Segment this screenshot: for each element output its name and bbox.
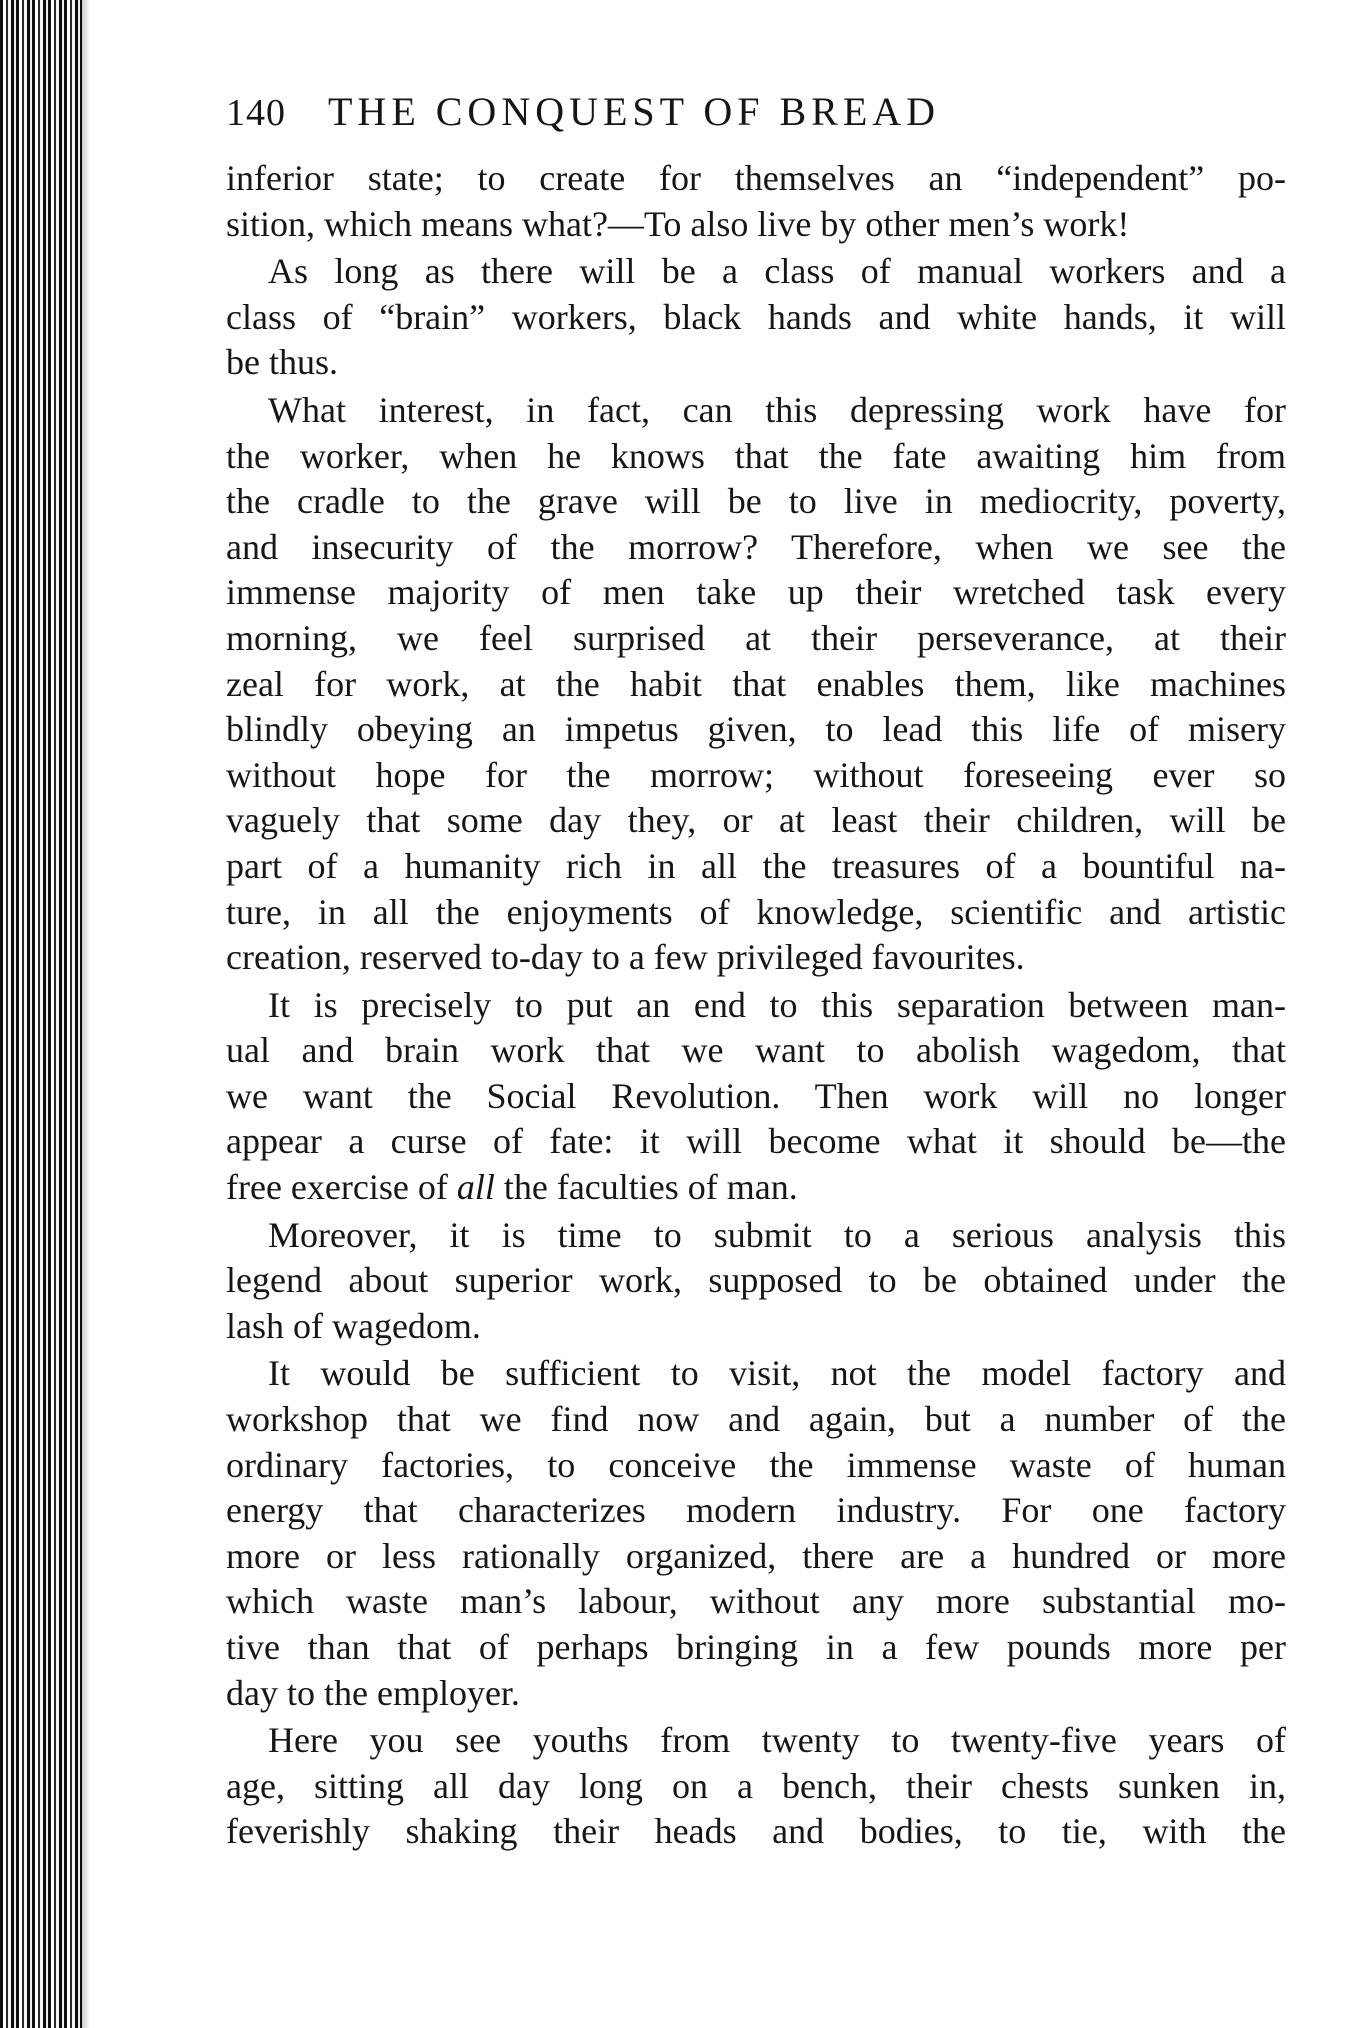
text-line: Moreover, it is time to submit to a serious analysis this [268,1214,1286,1255]
text-line: which waste man’s labour, without any more substantial mo- [226,1581,1286,1622]
text-line: workshop that we find now and again, but a number of the [226,1399,1286,1440]
text-line: part of a humanity rich in all the treasures of a bountiful na- [226,845,1286,886]
text-line: age, sitting all day long on a bench, their chests sunken in, [226,1765,1286,1806]
text-line: It is precisely to put an end to this separation between man- [268,984,1286,1025]
text-line: tive than that of perhaps bringing in a few pounds more per [226,1627,1286,1667]
book-binding-edge [0,0,82,2028]
text-line: energy that characterizes modern industry. For one factory [226,1490,1286,1531]
paragraph-7 [226,1718,1286,1855]
paragraph-2 [226,249,1286,386]
text-fragment: free exercise of [226,1167,457,1208]
text-line: What interest, in fact, can this depressing work have for [268,389,1286,430]
text-line: the cradle to the grave will be to live in mediocrity, poverty, [226,481,1286,522]
text-line: vaguely that some day they, or at least their children, will be [226,800,1286,841]
text-line: zeal for work, at the habit that enables them, like machines [226,663,1286,704]
text-line: It would be sufficient to visit, not the model factory and [268,1353,1286,1394]
text-line: legend about superior work, supposed to be obtained under the [226,1260,1286,1301]
running-title: THE CONQUEST OF BREAD [328,89,941,134]
text-line: appear a curse of fate: it will become what it should be—the [226,1121,1286,1162]
text-line: day to the employer. [226,1672,520,1713]
text-line: immense majority of men take up their wretched task every [226,572,1286,613]
paragraph-5 [226,1213,1286,1350]
text-line: inferior state; to create for themselves an “independent” po- [226,158,1286,198]
text-line: class of “brain” workers, black hands and white hands, it will [226,296,1286,337]
paragraph-6 [226,1351,1286,1716]
text-line: blindly obeying an impetus given, to lead this life of misery [226,709,1286,750]
text-line: ual and brain work that we want to abolish wagedom, that [226,1030,1286,1071]
text-line: lash of wagedom. [226,1305,481,1346]
page-header [226,88,1286,148]
page-number: 140 [226,92,286,134]
text-line: ordinary factories, to conceive the immense waste of human [226,1444,1286,1485]
text-line: sition, which means what?—To also live by other men’s work! [226,203,1130,244]
text-line [226,1165,1286,1211]
body-text [226,156,1286,1855]
text-line: feverishly shaking their heads and bodies, to tie, with the [226,1811,1286,1852]
text-line: Here you see youths from twenty to twenty-five years of [268,1720,1286,1761]
text-line: be thus. [226,342,338,383]
text-line: creation, reserved to-day to a few privileged favourites. [226,937,1025,978]
paragraph-4 [226,983,1286,1211]
paragraph-1 [226,156,1286,247]
text-line: morning, we feel surprised at their perseverance, at their [226,617,1286,658]
text-fragment: the faculties of man. [494,1167,798,1208]
text-line: the worker, when he knows that the fate awaiting him from [226,435,1286,476]
paragraph-3 [226,388,1286,981]
emphasis-text: all [456,1167,495,1208]
text-line: As long as there will be a class of manual workers and a [268,251,1286,292]
text-line: and insecurity of the morrow? Therefore, when we see the [226,526,1286,567]
text-line: ture, in all the enjoyments of knowledge, scientific and artistic [226,891,1286,932]
text-line: more or less rationally organized, there are a hundred or more [226,1535,1286,1576]
text-line: without hope for the morrow; without foreseeing ever so [226,754,1286,795]
text-line: we want the Social Revolution. Then work will no longer [226,1075,1286,1116]
